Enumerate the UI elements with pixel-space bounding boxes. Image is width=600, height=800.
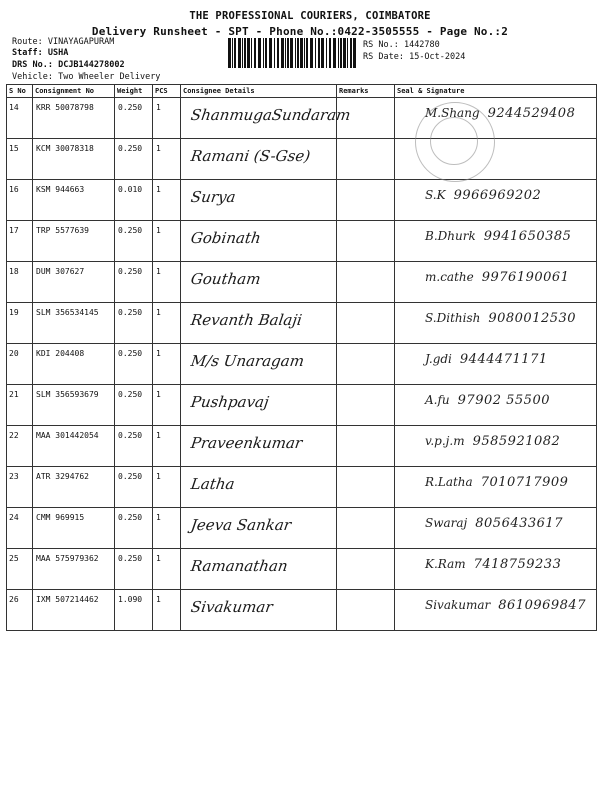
cell-pcs: 1 — [153, 303, 181, 344]
barcode-bar — [306, 38, 308, 68]
barcode-bar — [247, 38, 250, 68]
signature-name: R.Latha — [425, 475, 473, 489]
signature-name: B.Dhurk — [425, 229, 476, 243]
cell-consignment: TRP 5577639 — [33, 221, 115, 262]
cell-pcs: 1 — [153, 385, 181, 426]
barcode-bar — [244, 38, 246, 68]
barcode-bar — [290, 38, 293, 68]
route-label: Route: — [12, 37, 43, 47]
cell-sno: 22 — [7, 426, 33, 467]
barcode-bar — [232, 38, 233, 68]
cell-pcs: 1 — [153, 344, 181, 385]
consignee-handwriting: Pushpavaj — [189, 393, 270, 411]
barcode-bar — [287, 38, 289, 68]
cell-consignee — [181, 385, 337, 426]
consignee-handwriting: Ramani (S-Gse) — [189, 147, 312, 165]
barcode-bar — [315, 38, 316, 68]
barcode-bar — [234, 38, 236, 68]
cell-signature — [395, 221, 597, 262]
rs-date-value: 15-Oct-2024 — [409, 52, 466, 62]
cell-consignment: KSM 944663 — [33, 180, 115, 221]
consignee-handwriting: ShanmugaSundaram — [189, 106, 352, 124]
cell-pcs: 1 — [153, 221, 181, 262]
signature-handwriting — [425, 516, 563, 531]
consignee-handwriting: Praveenkumar — [189, 434, 304, 452]
cell-weight: 0.250 — [115, 508, 153, 549]
cell-consignment: ATR 3294762 — [33, 467, 115, 508]
consignee-handwriting: Ramanathan — [189, 557, 289, 575]
signature-phone: 8056433617 — [475, 516, 563, 531]
cell-weight: 0.250 — [115, 549, 153, 590]
barcode-bar — [304, 38, 305, 68]
cell-consignee — [181, 426, 337, 467]
signature-name: A.fu — [425, 393, 450, 407]
runsheet-title: Delivery Runsheet - SPT - Phone No.:0422-3505555 - Page No.:2 — [91, 25, 509, 38]
cell-weight: 0.250 — [115, 139, 153, 180]
cell-signature — [395, 508, 597, 549]
cell-remarks — [337, 549, 395, 590]
barcode-bar — [263, 38, 264, 68]
cell-signature — [395, 180, 597, 221]
cell-pcs: 1 — [153, 549, 181, 590]
signature-handwriting — [425, 229, 571, 244]
barcode-bar — [238, 38, 241, 68]
barcode-bar — [333, 38, 336, 68]
cell-weight: 0.010 — [115, 180, 153, 221]
vehicle-label: Vehicle: — [12, 72, 53, 82]
cell-pcs: 1 — [153, 180, 181, 221]
cell-weight: 0.250 — [115, 262, 153, 303]
cell-signature — [395, 385, 597, 426]
cell-remarks — [337, 426, 395, 467]
col-header-weight: Weight — [115, 85, 153, 98]
cell-pcs: 1 — [153, 426, 181, 467]
vehicle-value: Two Wheeler Delivery — [58, 72, 161, 82]
barcode-bar — [254, 38, 256, 68]
signature-phone: 7418759233 — [473, 557, 562, 572]
cell-sno: 24 — [7, 508, 33, 549]
barcode-bar — [258, 38, 261, 68]
signature-handwriting — [425, 188, 541, 203]
cell-consignment: MAA 575979362 — [33, 549, 115, 590]
seal-stamp-inner — [430, 117, 478, 165]
consignee-handwriting: Revanth Balaji — [189, 311, 304, 329]
rs-date-line — [363, 52, 465, 62]
cell-weight: 0.250 — [115, 426, 153, 467]
cell-consignment: CMM 969915 — [33, 508, 115, 549]
cell-consignee — [181, 98, 352, 139]
cell-consignment: KRR 50078798 — [33, 98, 115, 139]
table-row — [7, 344, 597, 385]
signature-phone: 9976190061 — [481, 270, 570, 285]
cell-pcs: 1 — [153, 508, 181, 549]
cell-sno: 21 — [7, 385, 33, 426]
col-header-remarks: Remarks — [337, 85, 395, 98]
cell-pcs: 1 — [153, 262, 181, 303]
rs-no-value: 1442780 — [403, 40, 440, 50]
cell-pcs: 1 — [153, 98, 181, 139]
col-header-sno: S No — [7, 85, 33, 98]
cell-consignment: KDI 204408 — [33, 344, 115, 385]
cell-consignee — [181, 549, 337, 590]
signature-name: Swaraj — [425, 516, 468, 530]
table-row — [7, 385, 597, 426]
barcode-bar — [295, 38, 296, 68]
signature-name: m.cathe — [425, 270, 474, 284]
route-value: VINAYAGAPURAM — [47, 37, 115, 47]
cell-remarks — [337, 303, 395, 344]
barcode-bar — [347, 38, 348, 68]
cell-weight: 0.250 — [115, 221, 153, 262]
signature-handwriting — [425, 598, 586, 613]
barcode-bar — [228, 38, 231, 68]
company-title: THE PROFESSIONAL COURIERS, COIMBATORE — [189, 10, 431, 22]
table-row — [7, 221, 597, 262]
signature-name: J.gdi — [425, 352, 452, 366]
cell-weight: 0.250 — [115, 467, 153, 508]
cell-weight: 0.250 — [115, 344, 153, 385]
cell-consignee — [181, 139, 337, 180]
cell-consignment: KCM 30078318 — [33, 139, 115, 180]
col-header-consignment: Consignment No — [33, 85, 115, 98]
table-row — [7, 139, 597, 180]
signature-phone: 9444471171 — [459, 352, 548, 367]
barcode-bar — [326, 38, 327, 68]
signature-name: S.Dithish — [425, 311, 481, 325]
cell-weight: 0.250 — [115, 303, 153, 344]
consignee-handwriting: M/s Unaragam — [189, 352, 306, 370]
cell-remarks — [337, 262, 395, 303]
cell-signature — [395, 467, 597, 508]
signature-handwriting — [425, 475, 568, 490]
signature-phone: 9966969202 — [453, 188, 542, 203]
rs-date-label: RS Date: — [363, 52, 404, 62]
signature-handwriting — [425, 393, 550, 408]
barcode-bar — [343, 38, 346, 68]
cell-signature — [395, 344, 597, 385]
col-header-consignee: Consignee Details — [181, 85, 337, 98]
cell-sno: 18 — [7, 262, 33, 303]
barcode-bar — [329, 38, 331, 68]
table-row — [7, 590, 597, 631]
cell-consignee — [181, 221, 337, 262]
cell-pcs: 1 — [153, 139, 181, 180]
cell-sno: 15 — [7, 139, 33, 180]
signature-name: M.Shang — [425, 106, 480, 120]
cell-consignment: DUM 307627 — [33, 262, 115, 303]
rs-no-line — [363, 40, 440, 50]
rs-no-label: RS No.: — [363, 40, 399, 50]
cell-pcs: 1 — [153, 467, 181, 508]
cell-sno: 19 — [7, 303, 33, 344]
table-row — [7, 262, 597, 303]
cell-remarks — [337, 344, 395, 385]
barcode-bar — [321, 38, 324, 68]
barcode-bar — [269, 38, 272, 68]
route-line — [12, 37, 114, 47]
runsheet-table — [6, 84, 597, 631]
consignee-handwriting: Jeeva Sankar — [189, 516, 293, 534]
barcode-bar — [281, 38, 284, 68]
staff-label: Staff: — [12, 48, 43, 58]
staff-value: USHA — [47, 48, 69, 58]
signature-handwriting — [425, 270, 569, 285]
barcode-bar — [251, 38, 252, 68]
cell-signature — [395, 549, 597, 590]
signature-handwriting — [425, 557, 561, 572]
vehicle-line — [12, 72, 160, 82]
col-header-pcs: PCS — [153, 85, 181, 98]
cell-sno: 23 — [7, 467, 33, 508]
signature-name: K.Ram — [425, 557, 466, 571]
col-header-signature: Seal & Signature — [395, 85, 597, 98]
table-row — [7, 180, 597, 221]
table-row — [7, 98, 597, 139]
cell-remarks — [337, 221, 395, 262]
cell-consignee — [181, 467, 337, 508]
cell-remarks — [337, 139, 395, 180]
table-row — [7, 303, 597, 344]
cell-signature — [395, 303, 597, 344]
drs-label: DRS No.: — [12, 60, 53, 70]
cell-remarks — [337, 508, 395, 549]
barcode-bar — [297, 38, 299, 68]
signature-phone: 9080012530 — [488, 311, 577, 326]
cell-signature — [395, 426, 597, 467]
cell-consignee — [181, 508, 337, 549]
cell-pcs: 1 — [153, 590, 181, 631]
cell-weight: 0.250 — [115, 385, 153, 426]
signature-phone: 7010717909 — [480, 475, 569, 490]
barcode-bar — [300, 38, 303, 68]
signature-name: v.p.j.m — [425, 434, 465, 448]
drs-value: DCJB144278002 — [58, 60, 125, 70]
cell-sno: 14 — [7, 98, 33, 139]
barcode-bar — [338, 38, 339, 68]
signature-name: S.K — [425, 188, 446, 202]
signature-phone: 9941650385 — [483, 229, 572, 244]
drs-line — [12, 60, 125, 70]
cell-sno: 25 — [7, 549, 33, 590]
cell-consignee — [181, 344, 337, 385]
signature-handwriting — [425, 311, 576, 326]
consignee-handwriting: Goutham — [189, 270, 262, 288]
cell-consignment: IXM 507214462 — [33, 590, 115, 631]
cell-signature — [395, 262, 597, 303]
consignee-handwriting: Latha — [189, 475, 236, 493]
cell-remarks — [337, 467, 395, 508]
barcode — [228, 38, 356, 68]
consignee-handwriting: Surya — [189, 188, 237, 206]
signature-phone: 9585921082 — [472, 434, 561, 449]
cell-consignee — [181, 262, 337, 303]
cell-sno: 26 — [7, 590, 33, 631]
table-row — [7, 549, 597, 590]
barcode-bar — [310, 38, 313, 68]
consignee-handwriting: Sivakumar — [189, 598, 274, 616]
barcode-bar — [274, 38, 275, 68]
barcode-bar — [340, 38, 342, 68]
cell-remarks — [337, 590, 395, 631]
cell-remarks — [337, 180, 395, 221]
cell-remarks — [337, 385, 395, 426]
table-row — [7, 467, 597, 508]
signature-handwriting — [425, 352, 548, 367]
cell-weight: 0.250 — [115, 98, 153, 139]
barcode-bar — [265, 38, 267, 68]
signature-phone: 97902 55500 — [457, 393, 550, 408]
barcode-bar — [353, 38, 356, 68]
cell-weight: 1.090 — [115, 590, 153, 631]
cell-consignee — [181, 180, 337, 221]
cell-signature — [395, 590, 597, 631]
barcode-bar — [350, 38, 352, 68]
cell-sno: 17 — [7, 221, 33, 262]
barcode-bar — [318, 38, 320, 68]
table-header-row — [7, 85, 597, 98]
seal-stamp — [415, 102, 495, 182]
signature-phone: 9244529408 — [487, 106, 576, 121]
barcode-bar — [285, 38, 286, 68]
cell-consignment: SLM 356593679 — [33, 385, 115, 426]
cell-consignee — [181, 303, 337, 344]
cell-consignment: MAA 301442054 — [33, 426, 115, 467]
cell-consignment: SLM 356534145 — [33, 303, 115, 344]
table-row — [7, 426, 597, 467]
barcode-bar — [277, 38, 279, 68]
table-row — [7, 508, 597, 549]
cell-consignee — [181, 590, 337, 631]
signature-phone: 8610969847 — [498, 598, 586, 613]
consignee-handwriting: Gobinath — [189, 229, 262, 247]
cell-sno: 20 — [7, 344, 33, 385]
cell-sno: 16 — [7, 180, 33, 221]
staff-line — [12, 48, 68, 58]
barcode-bar — [242, 38, 243, 68]
signature-name: Sivakumar — [425, 598, 491, 612]
signature-handwriting — [425, 434, 560, 449]
